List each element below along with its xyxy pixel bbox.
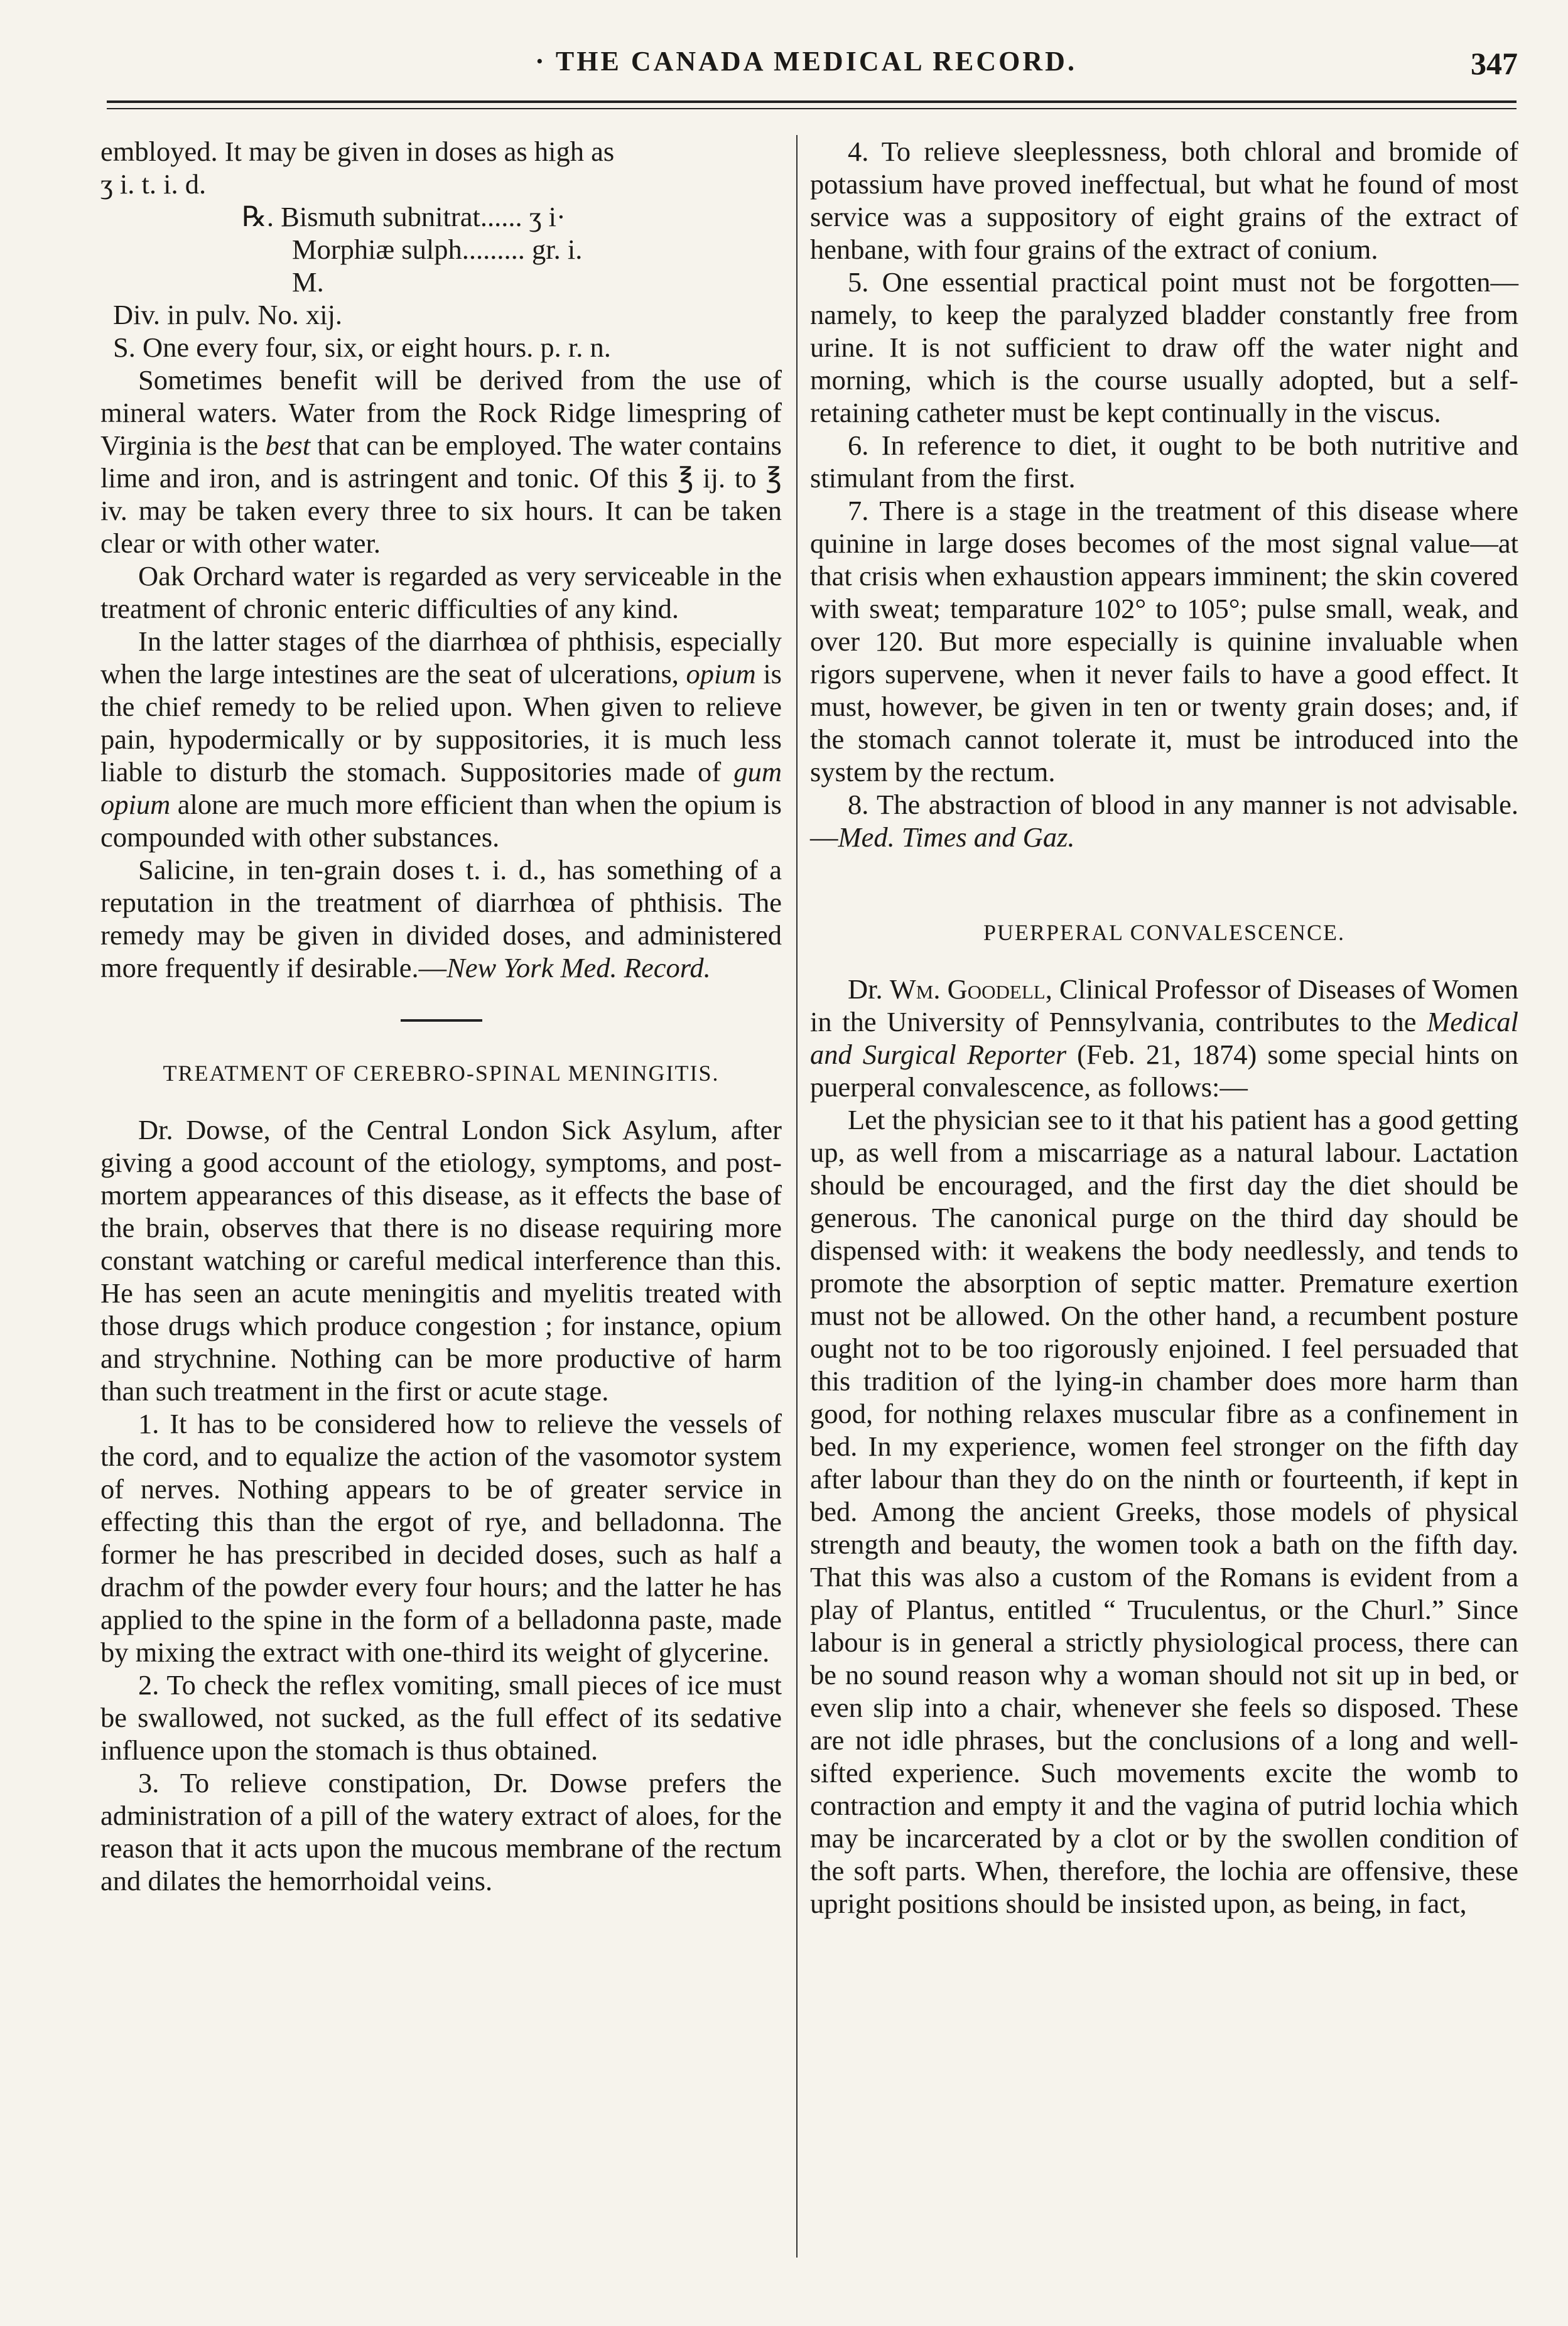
- journal-title: Medical and Surgical Reporter: [810, 1006, 1518, 1070]
- header-rule-thin: [107, 108, 1517, 109]
- continued-text-line: embloyed. It may be given in doses as high as: [100, 136, 615, 167]
- section-heading: PUERPERAL CONVALESCENCE.: [983, 920, 1346, 945]
- paragraph: Let the physician see to it that his patient has a good getting up, as well from a miscarriage as a natural labour. Lactation should be encouraged, and the first day the diet should be generous. The canonical purge on the third day should be dispensed with: it weakens the body needlessly, and tends to promote the absorption of septic matter. Premature exertion must not be allowed. On the other hand, a recumbent posture ought not to be too rigorously enjoined. I feel persuaded that this tradition of the lying-in chamber does more harm than good, for nothing relaxes muscular fibre as a confinement in bed. In my experience, women feel stronger on the fifth day after labour than they do on the ninth or fourteenth, if kept in bed. Among the ancient Greeks, those models of physical strength and beauty, the women took a bath on the fifth day. That this was also a custom of the Romans is evident from a play of Plantus, entitled “ Truculentus, or the Churl.” Since labour is in general a strictly physiological process, there can be no sound reason why a woman should not sit up in bed, or even slip into a chair, whenever she feels so disposed. These are not idle phrases, but the conclusions of a long and well-sifted experience. Such movements excite the womb to contraction and empty it and the vagina of putrid lochia which may be incarcerated by a clot or by the swollen condition of the soft parts. When, therefore, the lochia are offensive, these upright positions should be insisted upon, as being, in fact,: [810, 1104, 1518, 1919]
- source-citation: Med. Times and Gaz.: [838, 821, 1075, 853]
- paragraph: Dr. Wm. Goodell, Clinical Professor of Diseases of Women in the University of Pennsylvania, contributes to the Medical and Surgical Reporter (Feb. 21, 1874) some special hints on puerperal convalescence, as follows:—: [810, 973, 1518, 1103]
- right-column: [810, 135, 1518, 1920]
- section-heading: TREATMENT OF CEREBRO-SPINAL MENINGITIS.: [163, 1061, 720, 1086]
- source-citation: New York Med. Record.: [446, 952, 711, 983]
- emphasis: opium: [686, 658, 756, 690]
- running-title: · THE CANADA MEDICAL RECORD.: [535, 46, 1077, 77]
- paragraph: 2. To check the reflex vomiting, small pieces of ice must be swallowed, not sucked, as the full effect of its sedative influence upon the stomach is thus obtained.: [100, 1669, 782, 1766]
- page-header: [94, 45, 1518, 89]
- header-rule-thick: [107, 100, 1517, 103]
- prescription-line: M.: [292, 266, 324, 298]
- paragraph: Oak Orchard water is regarded as very serviceable in the treatment of chronic enteric difficulties of any kind.: [100, 560, 782, 624]
- dose-line: ʒ i. t. i. d.: [100, 168, 207, 200]
- left-column: [100, 135, 782, 1897]
- paragraph: Dr. Dowse, of the Central London Sick Asylum, after giving a good account of the etiology, symptoms, and post-mortem appearances of this disease, as it effects the base of the brain, observes that there is no disease requiring more constant watching or careful medical interference than this. He has seen an acute meningitis and myelitis treated with those drugs which produce congestion ; for instance, opium and strychnine. Nothing can be more productive of harm than such treatment in the first or acute stage.: [100, 1114, 782, 1407]
- emphasis: gum opium: [100, 756, 782, 820]
- paragraph: 1. It has to be considered how to relieve the vessels of the cord, and to equalize the action of the vasomotor system of nerves. Nothing appears to be of greater service in effecting this than the ergot of rye, and belladonna. The former he has prescribed in decided doses, such as half a drachm of the powder every four hours; and the latter he has applied to the spine in the form of a belladonna paste, made by mixing the extract with one-third its weight of glycerine.: [100, 1408, 782, 1668]
- column-divider: [796, 135, 798, 2258]
- paragraph: 4. To relieve sleeplessness, both chloral and bromide of potassium have proved ineffectual, but what he found of most service was a suppository of eight grains of the extract of henbane, with four grains of the extract of conium.: [810, 136, 1518, 265]
- prescription-line: Div. in pulv. No. xij.: [113, 299, 343, 330]
- paragraph: 6. In reference to diet, it ought to be both nutritive and stimulant from the first.: [810, 430, 1518, 494]
- prescription-line: Morphiæ sulph......... gr. i.: [292, 234, 583, 265]
- paragraph: Sometimes benefit will be derived from the use of mineral waters. Water from the Rock Ridge limespring of Virginia is the best that can be employed. The water contains lime and iron, and is astringent and tonic. Of this ℥ ij. to ℥ iv. may be taken every three to six hours. It can be taken clear or with other water.: [100, 364, 782, 559]
- emphasis: best: [265, 430, 311, 461]
- paragraph: 8. The abstraction of blood in any manner is not advisable.—Med. Times and Gaz.: [810, 789, 1518, 853]
- author-name: Wm. Goodell: [889, 973, 1046, 1005]
- paragraph: 7. There is a stage in the treatment of this disease where quinine in large doses becomes of the most signal value—at that crisis when exhaustion appears imminent; the skin covered with sweat; temparature 102° to 105°; pulse small, weak, and over 120. But more especially is quinine invaluable when rigors supervene, when it never fails to have a good effect. It must, however, be given in ten or twenty grain doses; and, if the stomach cannot tolerate it, must be introduced into the system by the rectum.: [810, 495, 1518, 787]
- paragraph: Salicine, in ten-grain doses t. i. d., has something of a reputation in the treatment of diarrhœa of phthisis. The remedy may be given in divided doses, and administered more frequently if desirable.—New York Med. Record.: [100, 854, 782, 983]
- page-number: 347: [1471, 46, 1518, 81]
- prescription-line: ℞. Bismuth subnitrat...... ʒ i·: [242, 201, 566, 232]
- prescription-line: S. One every four, six, or eight hours. p. r. n.: [113, 332, 611, 363]
- paragraph: 5. One essential practical point must not be forgotten—namely, to keep the paralyzed bladder constantly free from urine. It is not sufficient to draw off the water night and morning, which is the course usually adopted, but a self-retaining catheter must be kept continually in the viscus.: [810, 266, 1518, 428]
- paragraph: In the latter stages of the diarrhœa of phthisis, especially when the large intestines are the seat of ulcerations, opium is the chief remedy to be relied upon. When given to relieve pain, hypodermically or by suppositories, it is much less liable to disturb the stomach. Suppositories made of gum opium alone are much more efficient than when the opium is compounded with other substances.: [100, 625, 782, 853]
- paragraph: 3. To relieve constipation, Dr. Dowse prefers the administration of a pill of the watery extract of aloes, for the reason that it acts upon the mucous membrane of the rectum and dilates the hemorrhoidal veins.: [100, 1767, 782, 1896]
